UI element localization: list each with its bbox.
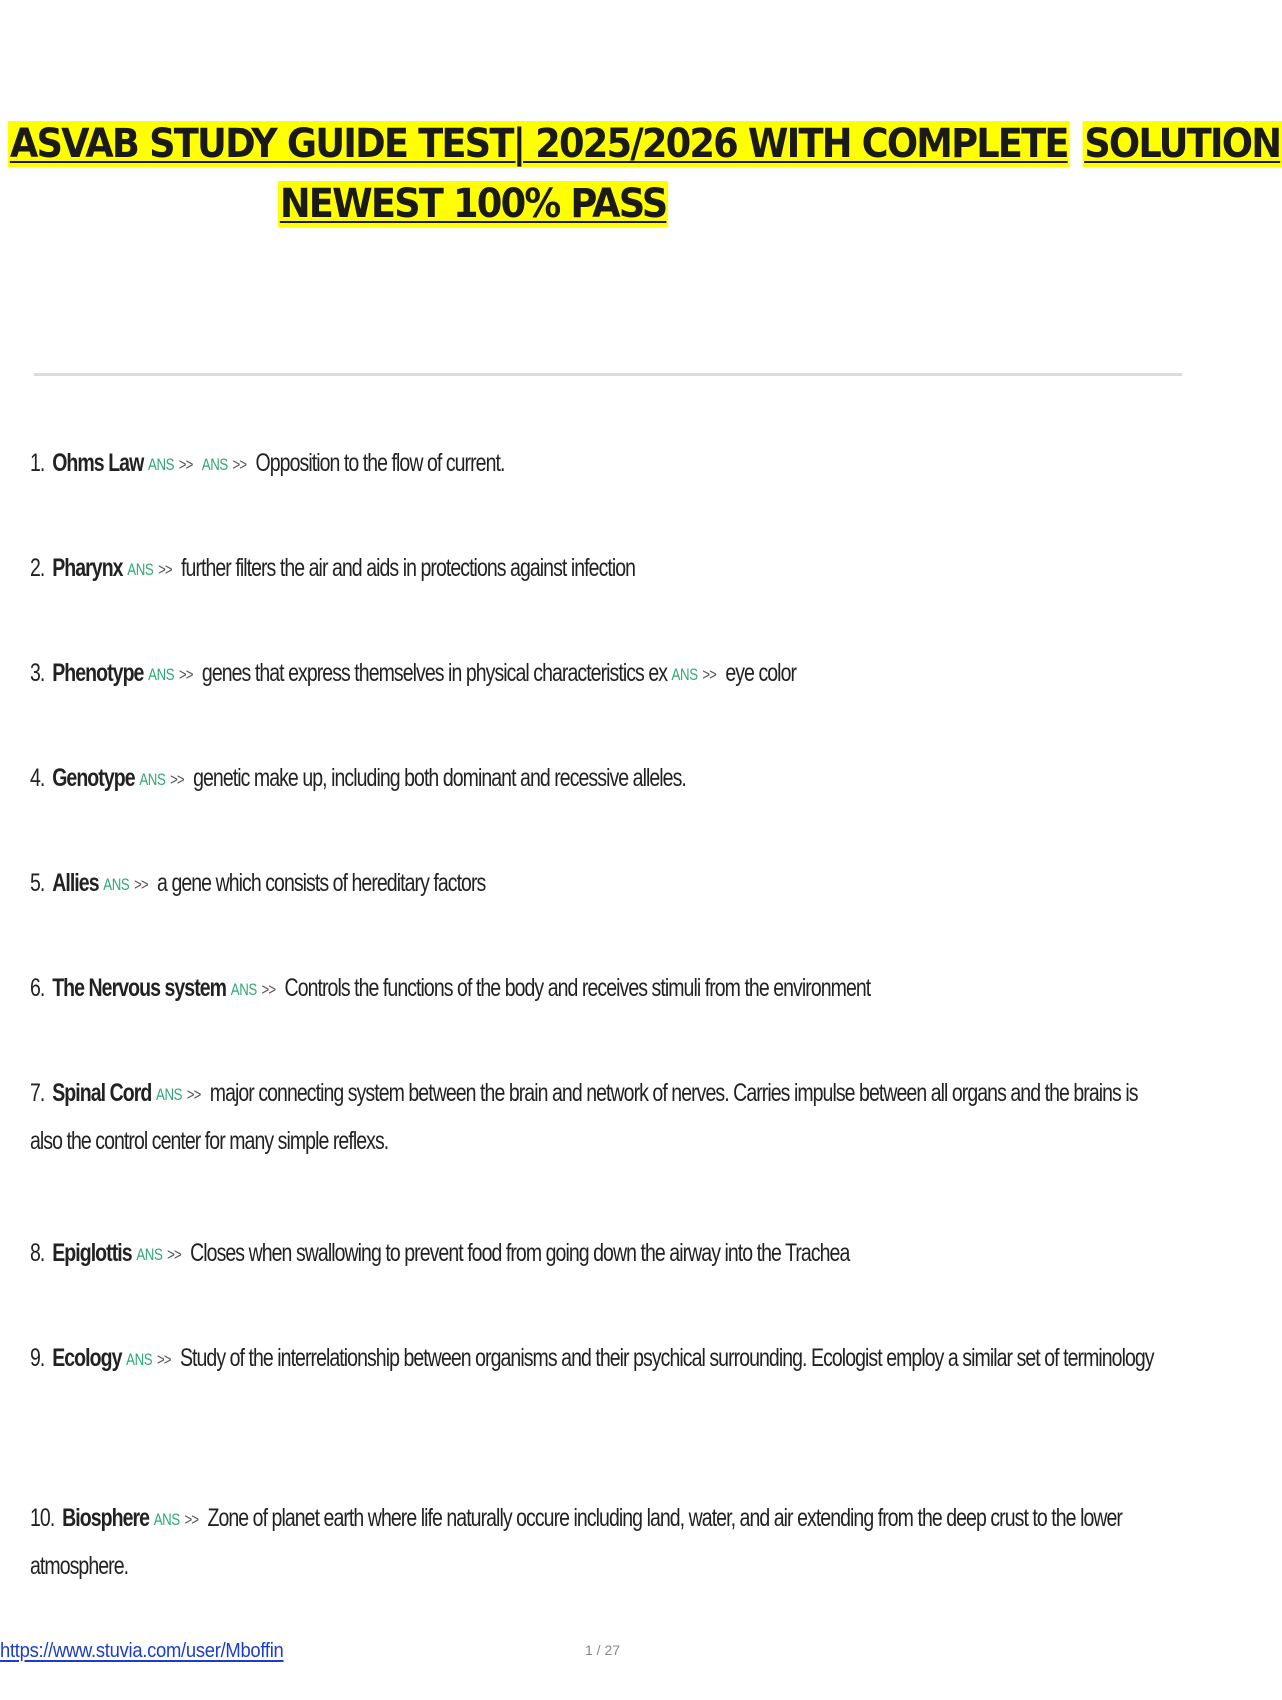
item-number: 8. <box>30 1239 45 1267</box>
answer-arrow: >> <box>134 875 148 894</box>
answer-tag: ANS <box>126 1350 153 1369</box>
title-part-1: ASVAB STUDY GUIDE TEST| 2025/2026 WITH COMPLETE <box>9 121 1068 167</box>
item-term: Pharynx <box>52 554 123 582</box>
item-number: 6. <box>30 974 45 1002</box>
list-item <box>30 1230 911 1278</box>
answer-arrow: >> <box>170 770 184 789</box>
list-item <box>30 1335 1154 1383</box>
answer-arrow: >> <box>184 1510 199 1529</box>
list-item-body <box>30 1495 1161 1590</box>
answer-tag: ANS <box>139 770 166 789</box>
answer-arrow: >> <box>178 455 193 474</box>
item-definition: Study of the interrelationship between organisms and their psychical surrounding. Ecologist employ a similar set of terminology <box>179 1344 1154 1372</box>
answer-arrow: >> <box>156 1350 171 1369</box>
item-term: Spinal Cord <box>52 1079 152 1107</box>
answer-tag: ANS <box>147 455 175 474</box>
title-line-1 <box>8 116 1282 172</box>
answer-tag: ANS <box>153 1510 180 1529</box>
list-item-body <box>30 440 1161 488</box>
list-item <box>30 755 911 803</box>
item-term: Ecology <box>52 1344 122 1372</box>
list-item-body <box>30 755 1161 803</box>
item-term: Genotype <box>52 764 135 792</box>
list-item <box>30 545 911 593</box>
answer-arrow: >> <box>178 665 193 684</box>
list-item <box>30 1070 1138 1165</box>
item-definition: Zone of planet earth where life naturally occure including land, water, and air extending from the deep crust to the lower atmosphere. <box>30 1504 1122 1580</box>
list-item-body <box>30 1230 1161 1278</box>
item-number: 2. <box>30 554 45 582</box>
item-number: 10. <box>30 1504 55 1532</box>
item-term: Allies <box>52 869 99 897</box>
item-term: Ohms Law <box>52 449 144 477</box>
page-number: 1 / 27 <box>585 1642 621 1658</box>
list-item-body <box>30 545 1161 593</box>
item-definition: Closes when swallowing to prevent food from going down the airway into the Trachea <box>190 1239 850 1267</box>
item-definition: Opposition to the flow of current. <box>255 449 505 477</box>
item-number: 7. <box>30 1079 45 1107</box>
answer-tag: ANS <box>103 875 130 894</box>
list-item-body <box>30 650 1161 698</box>
answer-tag: ANS <box>671 665 698 684</box>
item-definition: further filters the air and aids in protections against infection <box>181 554 636 582</box>
item-number: 4. <box>30 764 45 792</box>
item-number: 3. <box>30 659 45 687</box>
answer-arrow: >> <box>702 665 716 684</box>
item-definition-extra: eye color <box>725 659 797 687</box>
item-term: Biosphere <box>62 1504 150 1532</box>
item-term: Epiglottis <box>52 1239 132 1267</box>
title-divider <box>34 373 1182 376</box>
answer-tag: ANS <box>201 455 228 474</box>
list-item <box>30 650 911 698</box>
item-definition: major connecting system between the brain and network of nerves. Carries impulse between all organs and the brains is also the control center for many simple reflexs. <box>30 1079 1138 1155</box>
list-item <box>30 965 911 1013</box>
title-line-2 <box>278 176 668 232</box>
answer-arrow: >> <box>186 1085 201 1104</box>
answer-tag: ANS <box>136 1245 163 1264</box>
answer-tag: ANS <box>156 1085 183 1104</box>
item-number: 5. <box>30 869 45 897</box>
list-item-body <box>30 860 1161 908</box>
list-item-body <box>30 965 1161 1013</box>
answer-tag: ANS <box>127 560 154 579</box>
item-number: 9. <box>30 1344 45 1372</box>
list-item <box>30 1495 1122 1590</box>
item-term: Phenotype <box>52 659 144 687</box>
item-definition: genes that express themselves in physical characteristics ex <box>201 659 668 687</box>
list-item-body <box>30 1335 1161 1383</box>
answer-arrow: >> <box>167 1245 181 1264</box>
item-term: The Nervous system <box>52 974 227 1002</box>
answer-arrow: >> <box>232 455 247 474</box>
item-definition: Controls the functions of the body and receives stimuli from the environment <box>284 974 871 1002</box>
answer-tag: ANS <box>148 665 175 684</box>
list-item <box>30 860 911 908</box>
footer-link[interactable]: https://www.stuvia.com/user/Mboffin <box>0 1640 284 1662</box>
answer-tag: ANS <box>230 980 257 999</box>
title-part-2: SOLUTION <box>1084 121 1281 167</box>
item-definition: genetic make up, including both dominant and recessive alleles. <box>193 764 686 792</box>
title-part-3: NEWEST 100% PASS <box>279 181 667 227</box>
answer-arrow: >> <box>261 980 276 999</box>
list-item <box>30 440 911 488</box>
item-definition: a gene which consists of hereditary factors <box>157 869 486 897</box>
item-number: 1. <box>30 449 45 477</box>
answer-arrow: >> <box>158 560 172 579</box>
list-item-body <box>30 1070 1161 1165</box>
